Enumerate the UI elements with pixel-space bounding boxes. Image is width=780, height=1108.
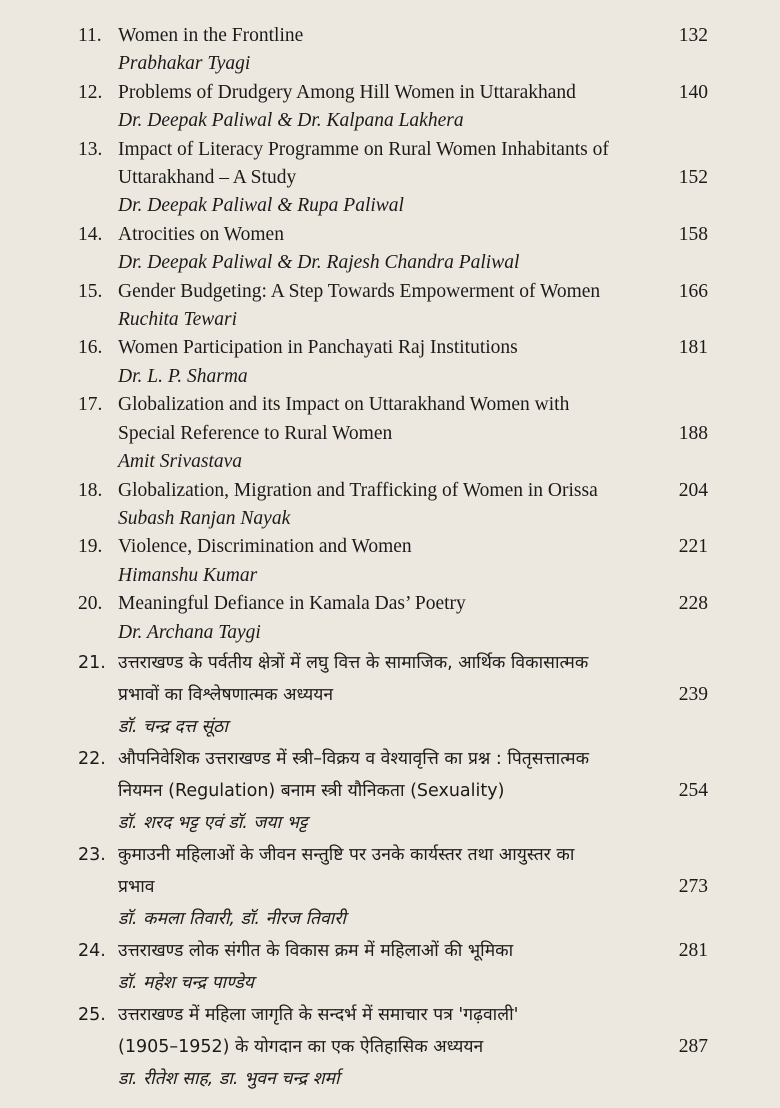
entry-author: डॉ. महेश चन्द्र पाण्डेय [118, 972, 254, 993]
entry-page-number: 281 [678, 939, 708, 961]
entry-author: Ruchita Tewari [118, 309, 237, 331]
entry-page-number: 140 [678, 81, 708, 103]
entry-page-number: 239 [678, 683, 708, 705]
entry-title-line: Impact of Literacy Programme on Rural Women Inhabitants of [118, 138, 609, 160]
entry-author: डॉ. चन्द्र दत्त सूंठा [118, 716, 228, 737]
entry-title-line: उत्तराखण्ड लोक संगीत के विकास क्रम में महिलाओं की भूमिका [118, 940, 514, 961]
entry-title-line: कुमाउनी महिलाओं के जीवन सन्तुष्टि पर उनके कार्यस्तर तथा आयुस्तर का [118, 844, 575, 865]
entry-title-line: Atrocities on Women [118, 223, 284, 245]
entry-author: Dr. Deepak Paliwal & Dr. Kalpana Lakhera [118, 110, 464, 132]
entry-number: 24. [78, 940, 106, 961]
entry-number: 25. [78, 1004, 106, 1025]
toc-entry [78, 533, 708, 590]
toc-entry [78, 590, 708, 647]
entry-title-line: Uttarakhand – A Study [118, 167, 297, 189]
entry-number: 11. [78, 25, 102, 46]
entry-number: 23. [78, 844, 106, 865]
entry-title-line: Problems of Drudgery Among Hill Women in Uttarakhand [118, 81, 576, 103]
entry-author: डॉ. कमला तिवारी, डॉ. नीरज तिवारी [118, 908, 346, 929]
toc-entry [78, 477, 708, 534]
toc-entry [78, 647, 708, 743]
entry-page-number: 158 [678, 223, 708, 245]
toc-entry [78, 79, 708, 136]
toc-entry [78, 999, 708, 1095]
entry-title [118, 22, 658, 50]
entry-page-number: 188 [678, 422, 708, 444]
entry-author: Prabhakar Tyagi [118, 53, 251, 75]
entry-number: 18. [78, 479, 103, 501]
entry-title [118, 477, 658, 505]
entry-page-number: 287 [678, 1035, 708, 1057]
entry-title-line: Globalization, Migration and Trafficking of Women in Orissa [118, 479, 598, 501]
entry-title [118, 136, 658, 193]
entry-title-line: Meaningful Defiance in Kamala Das’ Poetry [118, 593, 466, 615]
entry-title [118, 999, 658, 1063]
entry-number: 15. [78, 280, 103, 302]
toc-entry [78, 22, 708, 79]
entry-title [118, 839, 658, 903]
toc-entry [78, 743, 708, 839]
entry-page-number: 273 [678, 875, 708, 897]
toc-entry [78, 136, 708, 221]
entry-title [118, 935, 658, 967]
entry-author: Subash Ranjan Nayak [118, 507, 291, 529]
entry-title-line: (1905–1952) के योगदान का एक ऐतिहासिक अध्ययन [118, 1036, 484, 1057]
entry-page-number: 152 [678, 167, 708, 189]
entry-title [118, 221, 658, 249]
entry-number: 22. [78, 748, 106, 769]
entry-title-line: उत्तराखण्ड में महिला जागृति के सन्दर्भ में समाचार पत्र 'गढ़वाली' [118, 1004, 519, 1025]
entry-title [118, 334, 658, 362]
entry-title-line: प्रभाव [118, 876, 155, 897]
toc-entry [78, 278, 708, 335]
entry-number: 12. [78, 81, 103, 103]
entry-title-line: Globalization and its Impact on Uttarakhand Women with [118, 394, 570, 416]
entry-page-number: 254 [678, 779, 708, 801]
entry-page-number: 181 [678, 337, 708, 359]
entry-author: Dr. Deepak Paliwal & Dr. Rajesh Chandra Paliwal [118, 252, 520, 274]
entry-page-number: 166 [678, 280, 708, 302]
entry-title [118, 278, 658, 306]
entry-title [118, 647, 658, 711]
entry-author: Amit Srivastava [118, 451, 243, 473]
entry-title [118, 533, 658, 561]
entry-title-line: नियमन (Regulation) बनाम स्त्री यौनिकता (Sexuality) [118, 780, 505, 801]
toc-entry [78, 334, 708, 391]
entry-author: डा. रीतेश साह, डा. भुवन चन्द्र शर्मा [118, 1068, 340, 1089]
entry-number: 20. [78, 593, 103, 615]
entry-author: Himanshu Kumar [118, 564, 258, 586]
entry-author: Dr. Archana Taygi [118, 621, 261, 643]
entry-number: 21. [78, 652, 106, 673]
entry-title [118, 743, 658, 807]
entry-title-line: Gender Budgeting: A Step Towards Empowerment of Women [118, 280, 601, 302]
entry-title-line: प्रभावों का विश्लेषणात्मक अध्ययन [118, 684, 334, 705]
entry-title [118, 79, 658, 107]
entry-title-line: औपनिवेशिक उत्तराखण्ड में स्त्री–विक्रय व वेश्यावृत्ति का प्रश्न : पितृसत्तात्मक [118, 748, 590, 769]
toc-entry [78, 221, 708, 278]
entry-page-number: 221 [678, 536, 708, 558]
entry-number: 16. [78, 337, 103, 359]
entry-title [118, 590, 658, 618]
entry-number: 17. [78, 394, 103, 416]
entry-page-number: 204 [678, 479, 708, 501]
entry-number: 13. [78, 138, 103, 160]
entry-number: 19. [78, 536, 103, 558]
entry-author: डॉ. शरद भट्ट एवं डॉ. जया भट्ट [118, 812, 308, 833]
table-of-contents [78, 22, 708, 1095]
entry-title [118, 391, 658, 448]
entry-page-number: 228 [678, 593, 708, 615]
entry-title-line: उत्तराखण्ड के पर्वतीय क्षेत्रों में लघु वित्त के सामाजिक, आर्थिक विकासात्मक [118, 652, 589, 673]
toc-entry [78, 935, 708, 999]
entry-number: 14. [78, 223, 103, 245]
entry-title-line: Violence, Discrimination and Women [118, 536, 412, 558]
entry-title-line: Women in the Frontline [118, 25, 304, 46]
entry-title-line: Special Reference to Rural Women [118, 422, 393, 444]
entry-page-number: 132 [678, 25, 708, 46]
entry-author: Dr. Deepak Paliwal & Rupa Paliwal [118, 195, 404, 217]
toc-entry [78, 839, 708, 935]
entry-author: Dr. L. P. Sharma [118, 365, 248, 387]
toc-entry [78, 391, 708, 476]
entry-title-line: Women Participation in Panchayati Raj Institutions [118, 337, 518, 359]
